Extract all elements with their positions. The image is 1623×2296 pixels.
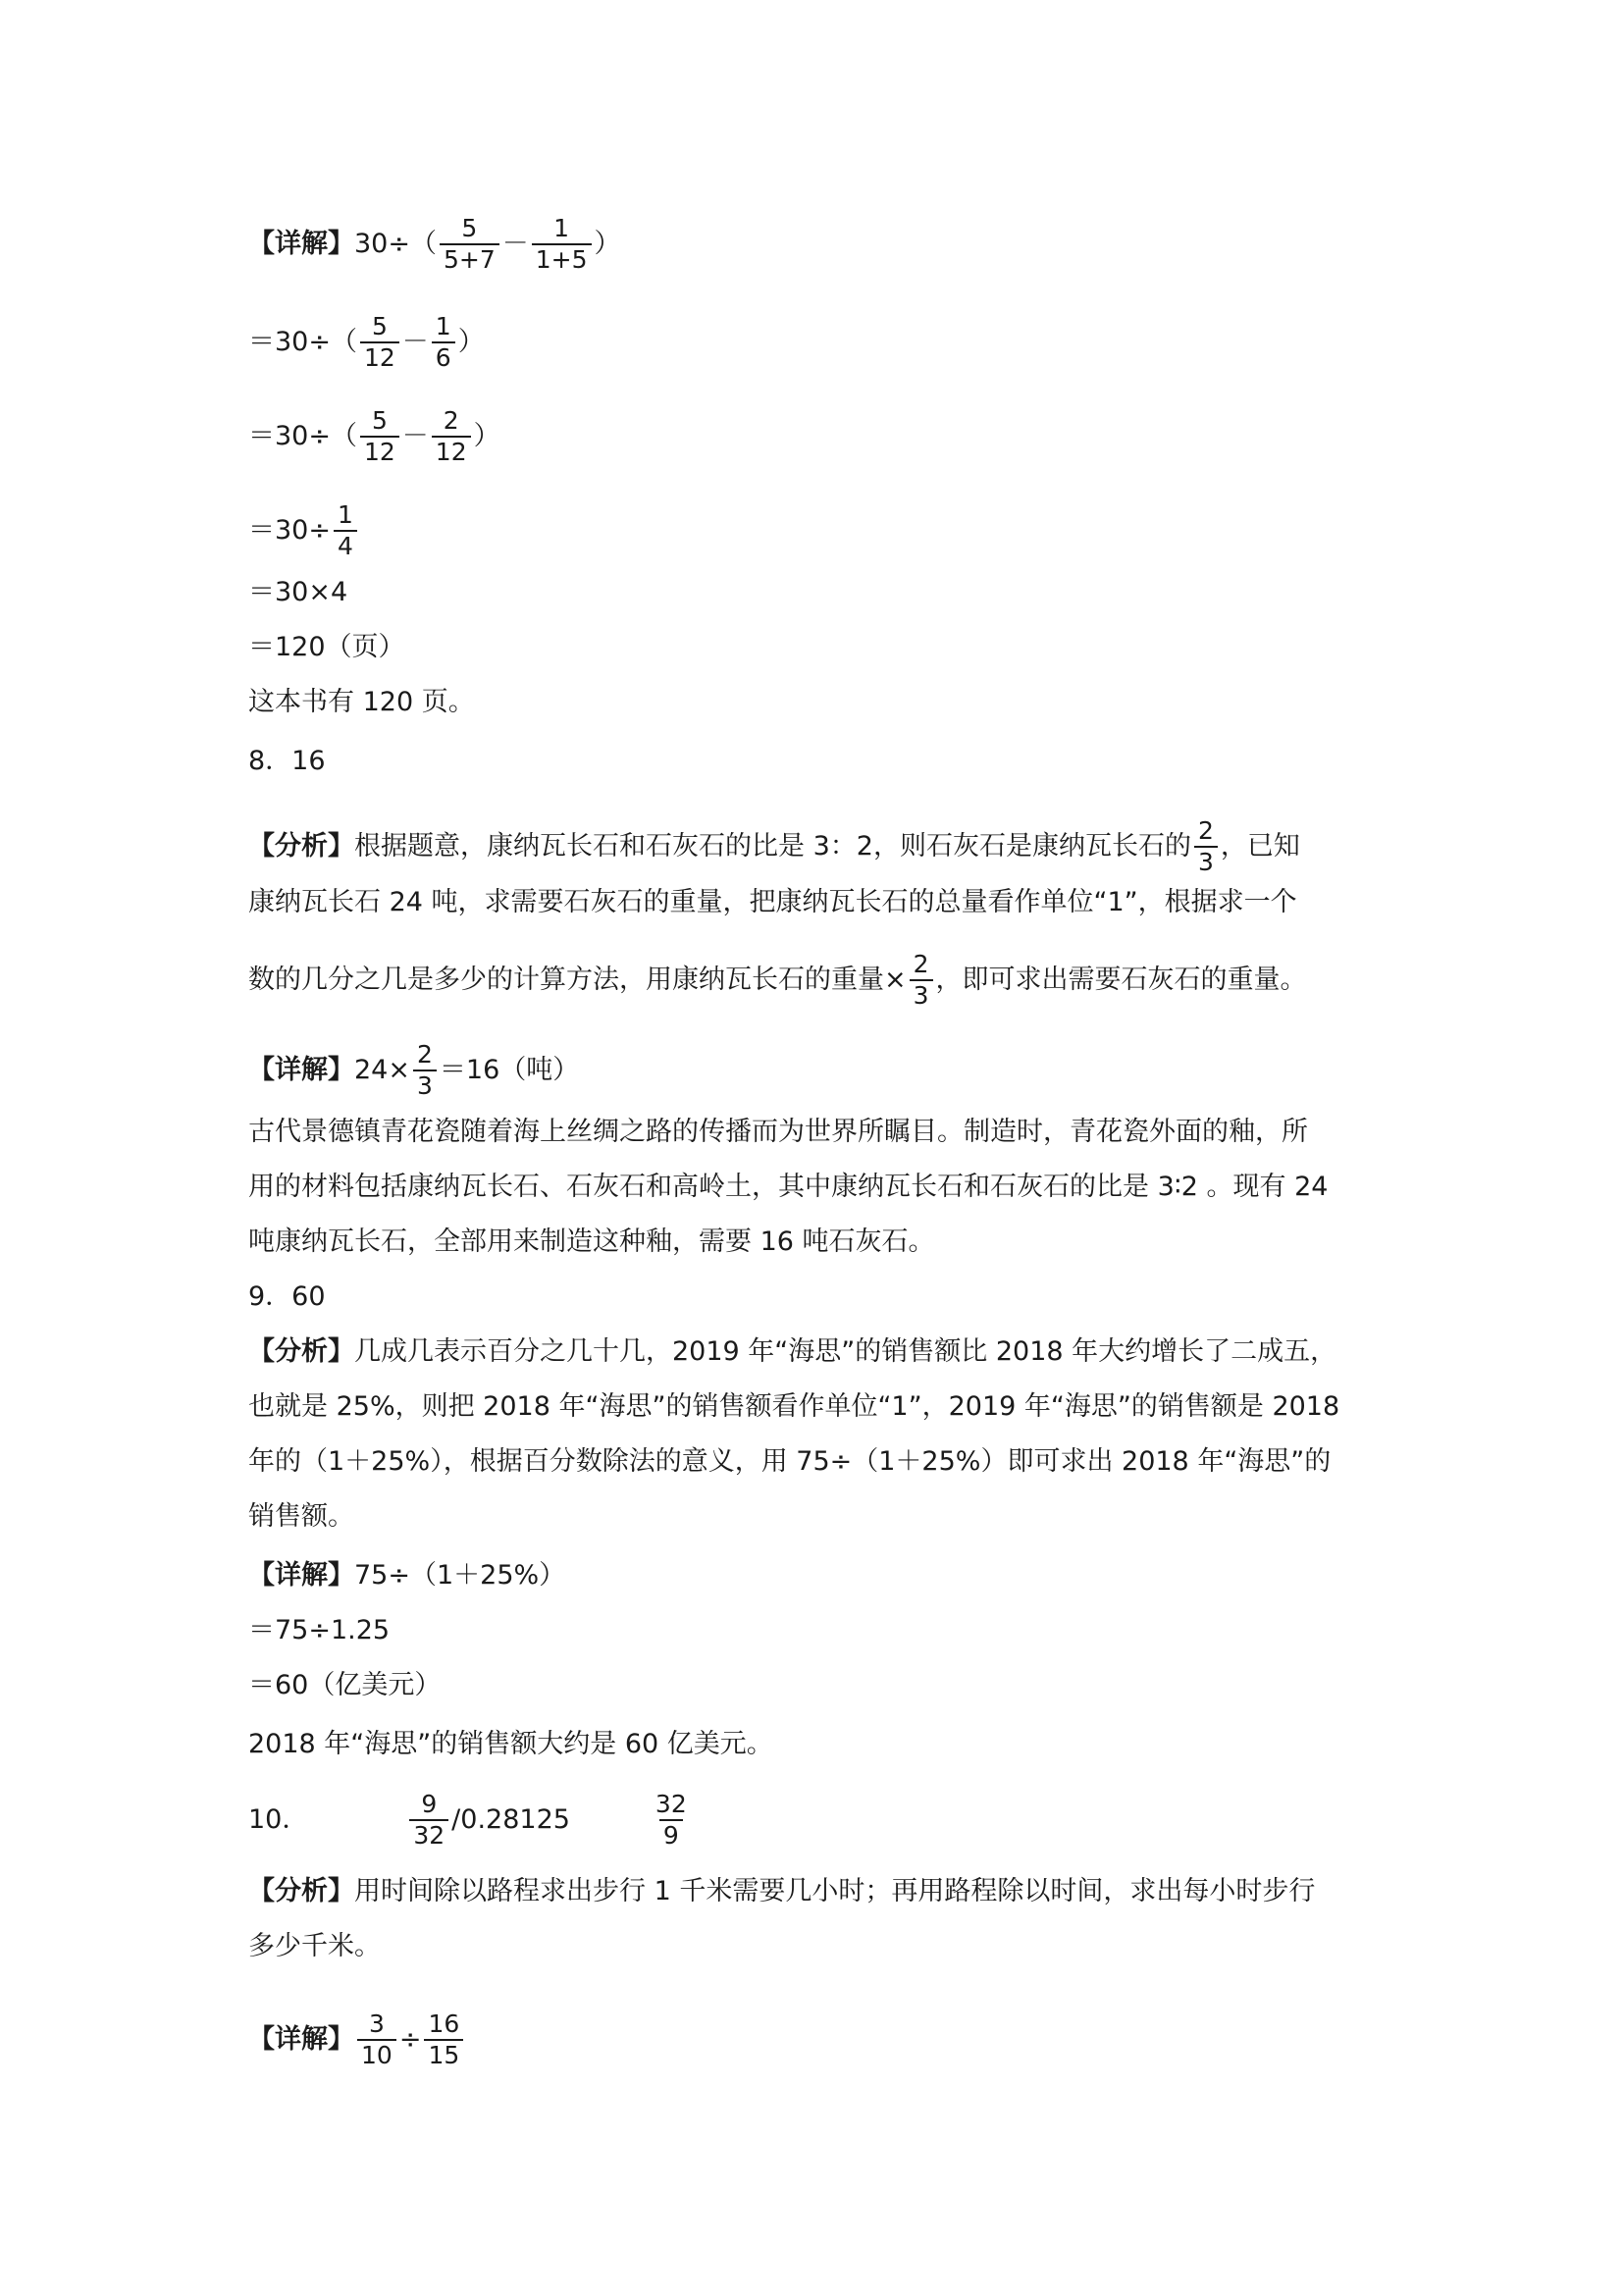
detail-tag: 【详解】: [248, 1055, 354, 1085]
fraction: $\frac{3}{10}$: [357, 2009, 396, 2070]
detail-tag: 【详解】: [248, 1560, 354, 1591]
s9-analysis-line-3: 年的（1＋25%），根据百分数除法的意义，用 75÷（1＋25%）即可求出 2018 年“海思”的: [248, 1446, 1332, 1477]
s7-detail-line-6: ＝120（页）: [248, 632, 405, 662]
s8-paragraph-line-1: 古代景德镇青花瓷随着海上丝绸之路的传播而为世界所瞩目。制造时，青花瓷外面的釉，所: [248, 1117, 1308, 1147]
s7-detail-line-1: 【详解】 30÷（ $\frac{5}{5+7}$ － $\frac{1}{1+5}$ ）: [248, 214, 621, 274]
s9-analysis-line-4: 销售额。: [248, 1501, 354, 1532]
s8-detail-line: 【详解】 24× $\frac{2}{3}$ ＝16（吨）: [248, 1040, 580, 1100]
fraction: $\frac{9}{32}$: [409, 1790, 448, 1851]
fraction: $\frac{2}{3}$: [910, 950, 933, 1011]
detail-tag: 【详解】: [248, 229, 354, 259]
q8-heading: 8．16: [248, 746, 326, 776]
s7-detail-line-2: ＝30÷（ $\frac{5}{12}$ － $\frac{1}{6}$ ）: [248, 312, 485, 372]
analysis-tag: 【分析】: [248, 1336, 354, 1367]
s9-detail-line-1: 【详解】 75÷（1＋25%）: [248, 1558, 565, 1593]
s9-answer: 2018 年“海思”的销售额大约是 60 亿美元。: [248, 1729, 773, 1759]
fraction: $\frac{2}{3}$: [413, 1040, 437, 1101]
s10-detail-line: 【详解】 $\frac{3}{10}$ ÷ $\frac{16}{15}$: [248, 2009, 466, 2070]
fraction: $\frac{32}{9}$: [654, 1790, 687, 1850]
s8-analysis-line-2: 康纳瓦长石 24 吨，求需要石灰石的重量，把康纳瓦长石的总量看作单位“1”，根据求一个: [248, 887, 1297, 917]
s7-detail-line-4: ＝30÷ $\frac{1}{4}$: [248, 500, 360, 561]
s10-analysis-line-1: 【分析】 用时间除以路程求出步行 1 千米需要几小时；再用路程除以时间，求出每小时步行: [248, 1874, 1315, 1909]
s7-detail-line-5: ＝30×4: [248, 577, 348, 607]
fraction: $\frac{5}{5+7}$: [440, 214, 499, 275]
s7-detail-line-3: ＝30÷（ $\frac{5}{12}$ － $\frac{2}{12}$ ）: [248, 406, 500, 466]
s8-paragraph-line-2: 用的材料包括康纳瓦长石、石灰石和高岭土，其中康纳瓦长石和石灰石的比是 3∶2 。现有 24: [248, 1172, 1329, 1202]
fraction: $\frac{2}{3}$: [1194, 816, 1218, 877]
q9-heading: 9．60: [248, 1281, 326, 1312]
q10-heading: 10． $\frac{9}{32}$ /0.28125 $\frac{32}{9}$: [248, 1790, 694, 1851]
s8-analysis-line-1: 【分析】 根据题意，康纳瓦长石和石灰石的比是 3：2，则石灰石是康纳瓦长石的 $\frac{2}{3}$ ，已知: [248, 816, 1300, 876]
s9-detail-line-3: ＝60（亿美元）: [248, 1670, 442, 1700]
analysis-tag: 【分析】: [248, 1876, 354, 1906]
fraction: $\frac{1}{4}$: [334, 500, 357, 561]
s7-answer: 这本书有 120 页。: [248, 687, 475, 717]
s10-analysis-line-2: 多少千米。: [248, 1931, 381, 1961]
fraction: $\frac{16}{15}$: [424, 2009, 463, 2070]
s9-analysis-line-2: 也就是 25%，则把 2018 年“海思”的销售额看作单位“1”，2019 年“海思”的销售额是 2018: [248, 1391, 1340, 1422]
detail-tag: 【详解】: [248, 2024, 354, 2055]
fraction: $\frac{2}{12}$: [432, 406, 471, 467]
fraction: $\frac{5}{12}$: [360, 312, 399, 373]
fraction: $\frac{1}{1+5}$: [532, 214, 592, 275]
s9-analysis-line-1: 【分析】 几成几表示百分之几十几，2019 年“海思”的销售额比 2018 年大约增长了二成五，: [248, 1334, 1336, 1370]
s8-paragraph-line-3: 吨康纳瓦长石，全部用来制造这种釉，需要 16 吨石灰石。: [248, 1226, 935, 1257]
s9-detail-line-2: ＝75÷1.25: [248, 1615, 391, 1645]
fraction: $\frac{1}{6}$: [432, 312, 455, 373]
analysis-tag: 【分析】: [248, 831, 354, 861]
s8-analysis-line-3: 数的几分之几是多少的计算方法，用康纳瓦长石的重量× $\frac{2}{3}$ ，即可求出需要石灰石的重量。: [248, 950, 1307, 1010]
fraction: $\frac{5}{12}$: [360, 406, 399, 467]
